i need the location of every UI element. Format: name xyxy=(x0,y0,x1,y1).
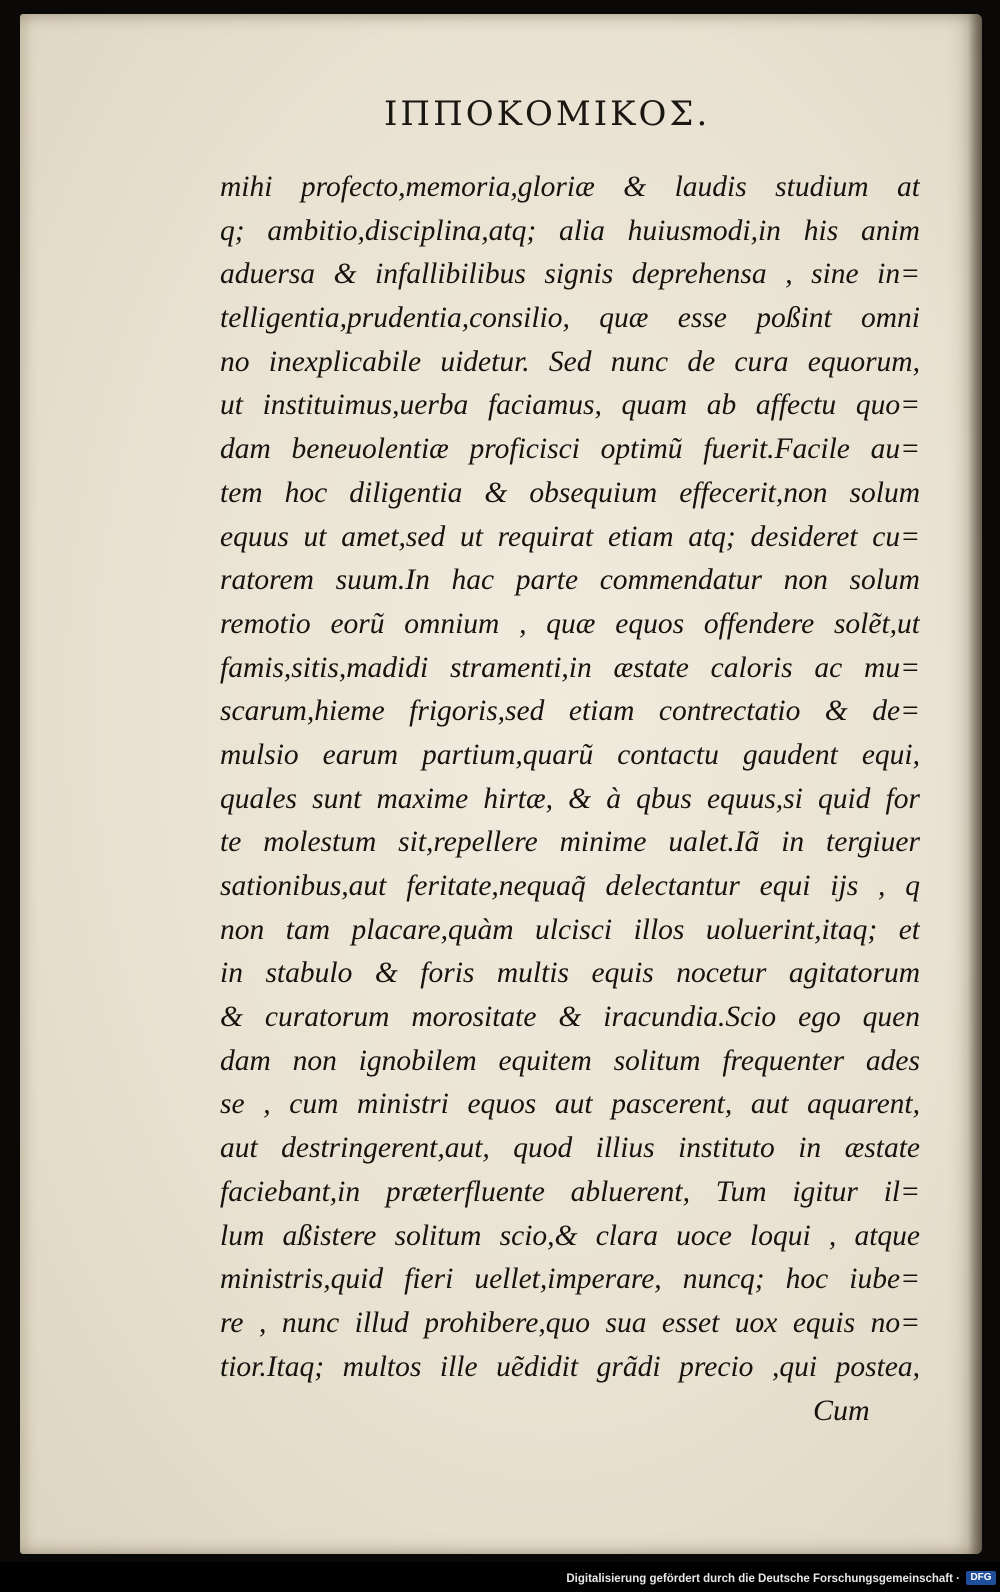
text-line: aut destringerent,aut, quod illius instituto in æstate xyxy=(220,1132,920,1165)
text-line: telligentia,prudentia,consilio, quæ esse poßint omni xyxy=(220,302,920,335)
footer-credit: Digitalisierung gefördert durch die Deutsche Forschungsgemeinschaft · xyxy=(566,1573,960,1585)
text-line: dam non ignobilem equitem solitum frequenter ades xyxy=(220,1044,920,1077)
text-line: equus ut amet,sed ut requirat etiam atq; desideret cu= xyxy=(220,520,920,553)
catchword: Cum xyxy=(813,1394,870,1427)
text-line: faciebant,in præterfluente abluerent, Tum igitur il= xyxy=(220,1175,920,1208)
text-line: no inexplicabile uidetur. Sed nunc de cura equorum, xyxy=(220,345,920,378)
text-line: quales sunt maxime hirtæ, & à qbus equus,si quid for xyxy=(220,782,920,815)
text-line: dam beneuolentiæ proficisci optimũ fuerit.Facile au= xyxy=(220,433,920,466)
text-line: tem hoc diligentia & obsequium effecerit,non solum xyxy=(220,476,920,509)
text-line: ministris,quid fieri uellet,imperare, nuncq; hoc iube= xyxy=(220,1263,920,1296)
text-line: in stabulo & foris multis equis nocetur agitatorum xyxy=(220,957,920,990)
text-line: se , cum ministri equos aut pascerent, aut aquarent, xyxy=(220,1088,920,1121)
text-line: sationibus,aut feritate,nequaq̃ delectantur equi ijs , q xyxy=(220,870,920,902)
text-line: non tam placare,quàm ulcisci illos uoluerint,itaq; et xyxy=(220,913,920,946)
text-line: ratorem suum.In hac parte commendatur non solum xyxy=(220,564,920,597)
text-line: scarum,hieme frigoris,sed etiam contrectatio & de= xyxy=(220,695,920,728)
text-line: lum aßistere solitum scio,& clara uoce loqui , atque xyxy=(220,1219,920,1252)
text-line: mihi profecto,memoria,gloriæ & laudis studium at xyxy=(220,171,920,203)
text-line: famis,sitis,madidi stramenti,in æstate caloris ac mu= xyxy=(220,651,920,684)
text-line: mulsio earum partium,quarũ contactu gaudent equi, xyxy=(220,738,920,771)
text-line: remotio eorũ omnium , quæ equos offendere solẽt,ut xyxy=(220,607,920,640)
footer-bar xyxy=(0,1562,1000,1592)
text-block xyxy=(220,166,920,1389)
text-line: re , nunc illud prohibere,quo sua esset uox equis no= xyxy=(220,1306,920,1339)
running-head: ΙΠΠΟΚΟΜΙΚΟΣ. xyxy=(384,94,711,134)
text-line: & curatorum morositate & iracundia.Scio ego quen xyxy=(220,1001,920,1034)
text-line: te molestum sit,repellere minime ualet.Iã in tergiuer xyxy=(220,826,920,859)
text-line: ut instituimus,uerba faciamus, quam ab affectu quo= xyxy=(220,389,920,422)
book-page xyxy=(20,14,982,1554)
dfg-logo-icon: DFG xyxy=(966,1571,996,1585)
text-line: tior.Itaq; multos ille uẽdidit grãdi precio ,qui postea, xyxy=(220,1350,920,1383)
text-line: q; ambitio,disciplina,atq; alia huiusmodi,in his anim xyxy=(220,214,920,247)
text-line: aduersa & infallibilibus signis deprehensa , sine in= xyxy=(220,258,920,291)
